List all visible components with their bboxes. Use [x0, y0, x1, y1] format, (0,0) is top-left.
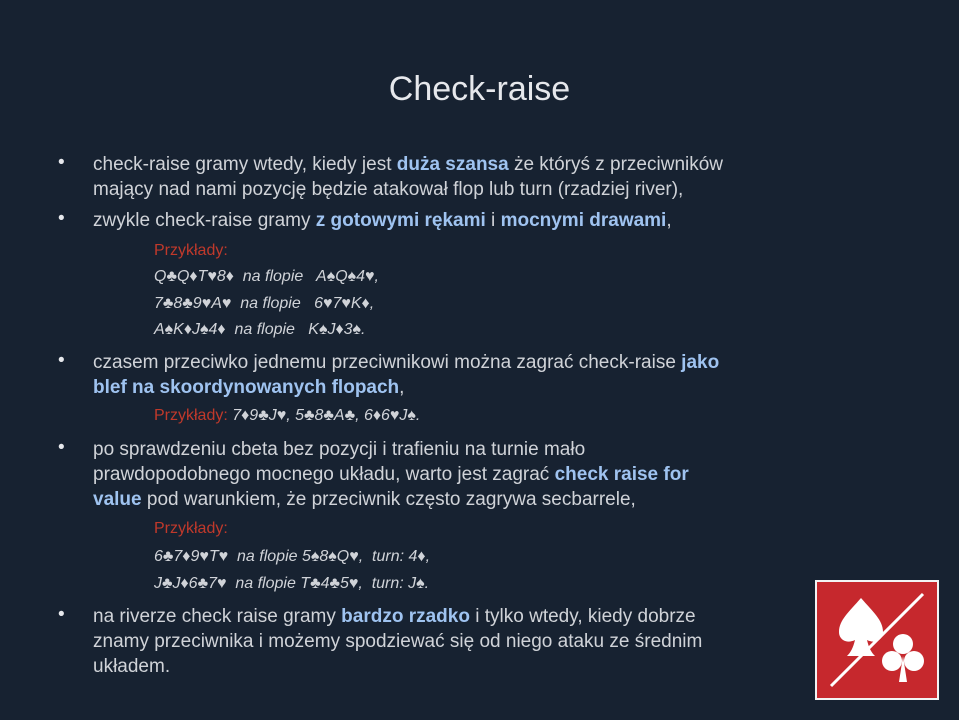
text-span: że któryś z przeciwników — [508, 154, 724, 175]
highlight-text: check raise for — [554, 464, 689, 485]
bullet-5-text — [93, 604, 813, 679]
text-span: po sprawdzeniu cbeta bez pozycji i trafieniu na turnie mało — [93, 439, 586, 460]
examples-label-text: Przykłady: — [154, 520, 228, 537]
bullet-dot: • — [58, 350, 65, 371]
text-span: układem. — [93, 656, 171, 677]
bullet-dot: • — [58, 604, 65, 625]
examples-line — [154, 407, 420, 425]
example-hand: Q♣Q♦T♥8♦ na flopie A♠Q♠4♥, — [154, 268, 379, 285]
examples-label — [154, 520, 228, 538]
example-hand: J♣J♦6♣7♥ na flopie T♣4♣5♥, turn: J♠. — [154, 575, 430, 592]
bullet-dot: • — [58, 437, 65, 458]
examples-label-text: Przykłady: — [154, 407, 228, 424]
text-span: , — [666, 210, 672, 231]
slide-title: Check-raise — [388, 70, 571, 108]
bullet-dot: • — [58, 152, 65, 173]
bullet-4-text — [93, 437, 813, 512]
bullet-2-text — [93, 208, 813, 233]
text-span: prawdopodobnego mocnego układu, warto jest zagrać — [93, 464, 555, 485]
text-span: i tylko wtedy, kiedy dobrze — [469, 606, 696, 627]
text-span: pod warunkiem, że przeciwnik często zagrywa secbarrele, — [141, 489, 636, 510]
highlight-text: blef na skoordynowanych flopach — [93, 377, 400, 398]
examples-label — [154, 242, 228, 260]
bullet-1-text — [93, 152, 813, 202]
bullet-dot: • — [58, 208, 65, 229]
highlight-text: bardzo rzadko — [341, 606, 470, 627]
highlight-text: value — [93, 489, 142, 510]
highlight-text: jako — [681, 352, 720, 373]
text-span: czasem przeciwko jednemu przeciwnikowi można zagrać check-raise — [93, 352, 682, 373]
text-span: , — [399, 377, 405, 398]
example-hand: 7♣8♣9♥A♥ na flopie 6♥7♥K♦, — [154, 295, 375, 312]
highlight-text: duża szansa — [396, 154, 509, 175]
example-hands: 7♦9♣J♥, 5♣8♣A♣, 6♦6♥J♠. — [227, 407, 421, 424]
highlight-text: mocnymi drawami — [500, 210, 667, 231]
example-hand: 6♣7♦9♥T♥ na flopie 5♠8♠Q♥, turn: 4♦, — [154, 548, 431, 565]
example-hand: A♠K♦J♠4♦ na flopie K♠J♦3♠. — [154, 321, 366, 338]
examples-label-text: Przykłady: — [154, 242, 228, 259]
text-span: na riverze check raise gramy — [93, 606, 342, 627]
spade-club-logo-icon — [817, 582, 937, 698]
logo — [815, 580, 939, 700]
text-span: check-raise gramy wtedy, kiedy jest — [93, 154, 397, 175]
text-span: mający nad nami pozycję będzie atakował flop lub turn (rzadziej river), — [93, 179, 684, 200]
text-span: zwykle check-raise gramy — [93, 210, 316, 231]
text-span: znamy przeciwnika i możemy spodziewać się od niego ataku ze średnim — [93, 631, 703, 652]
bullet-3-text — [93, 350, 813, 400]
highlight-text: z gotowymi rękami — [315, 210, 486, 231]
text-span: i — [485, 210, 501, 231]
